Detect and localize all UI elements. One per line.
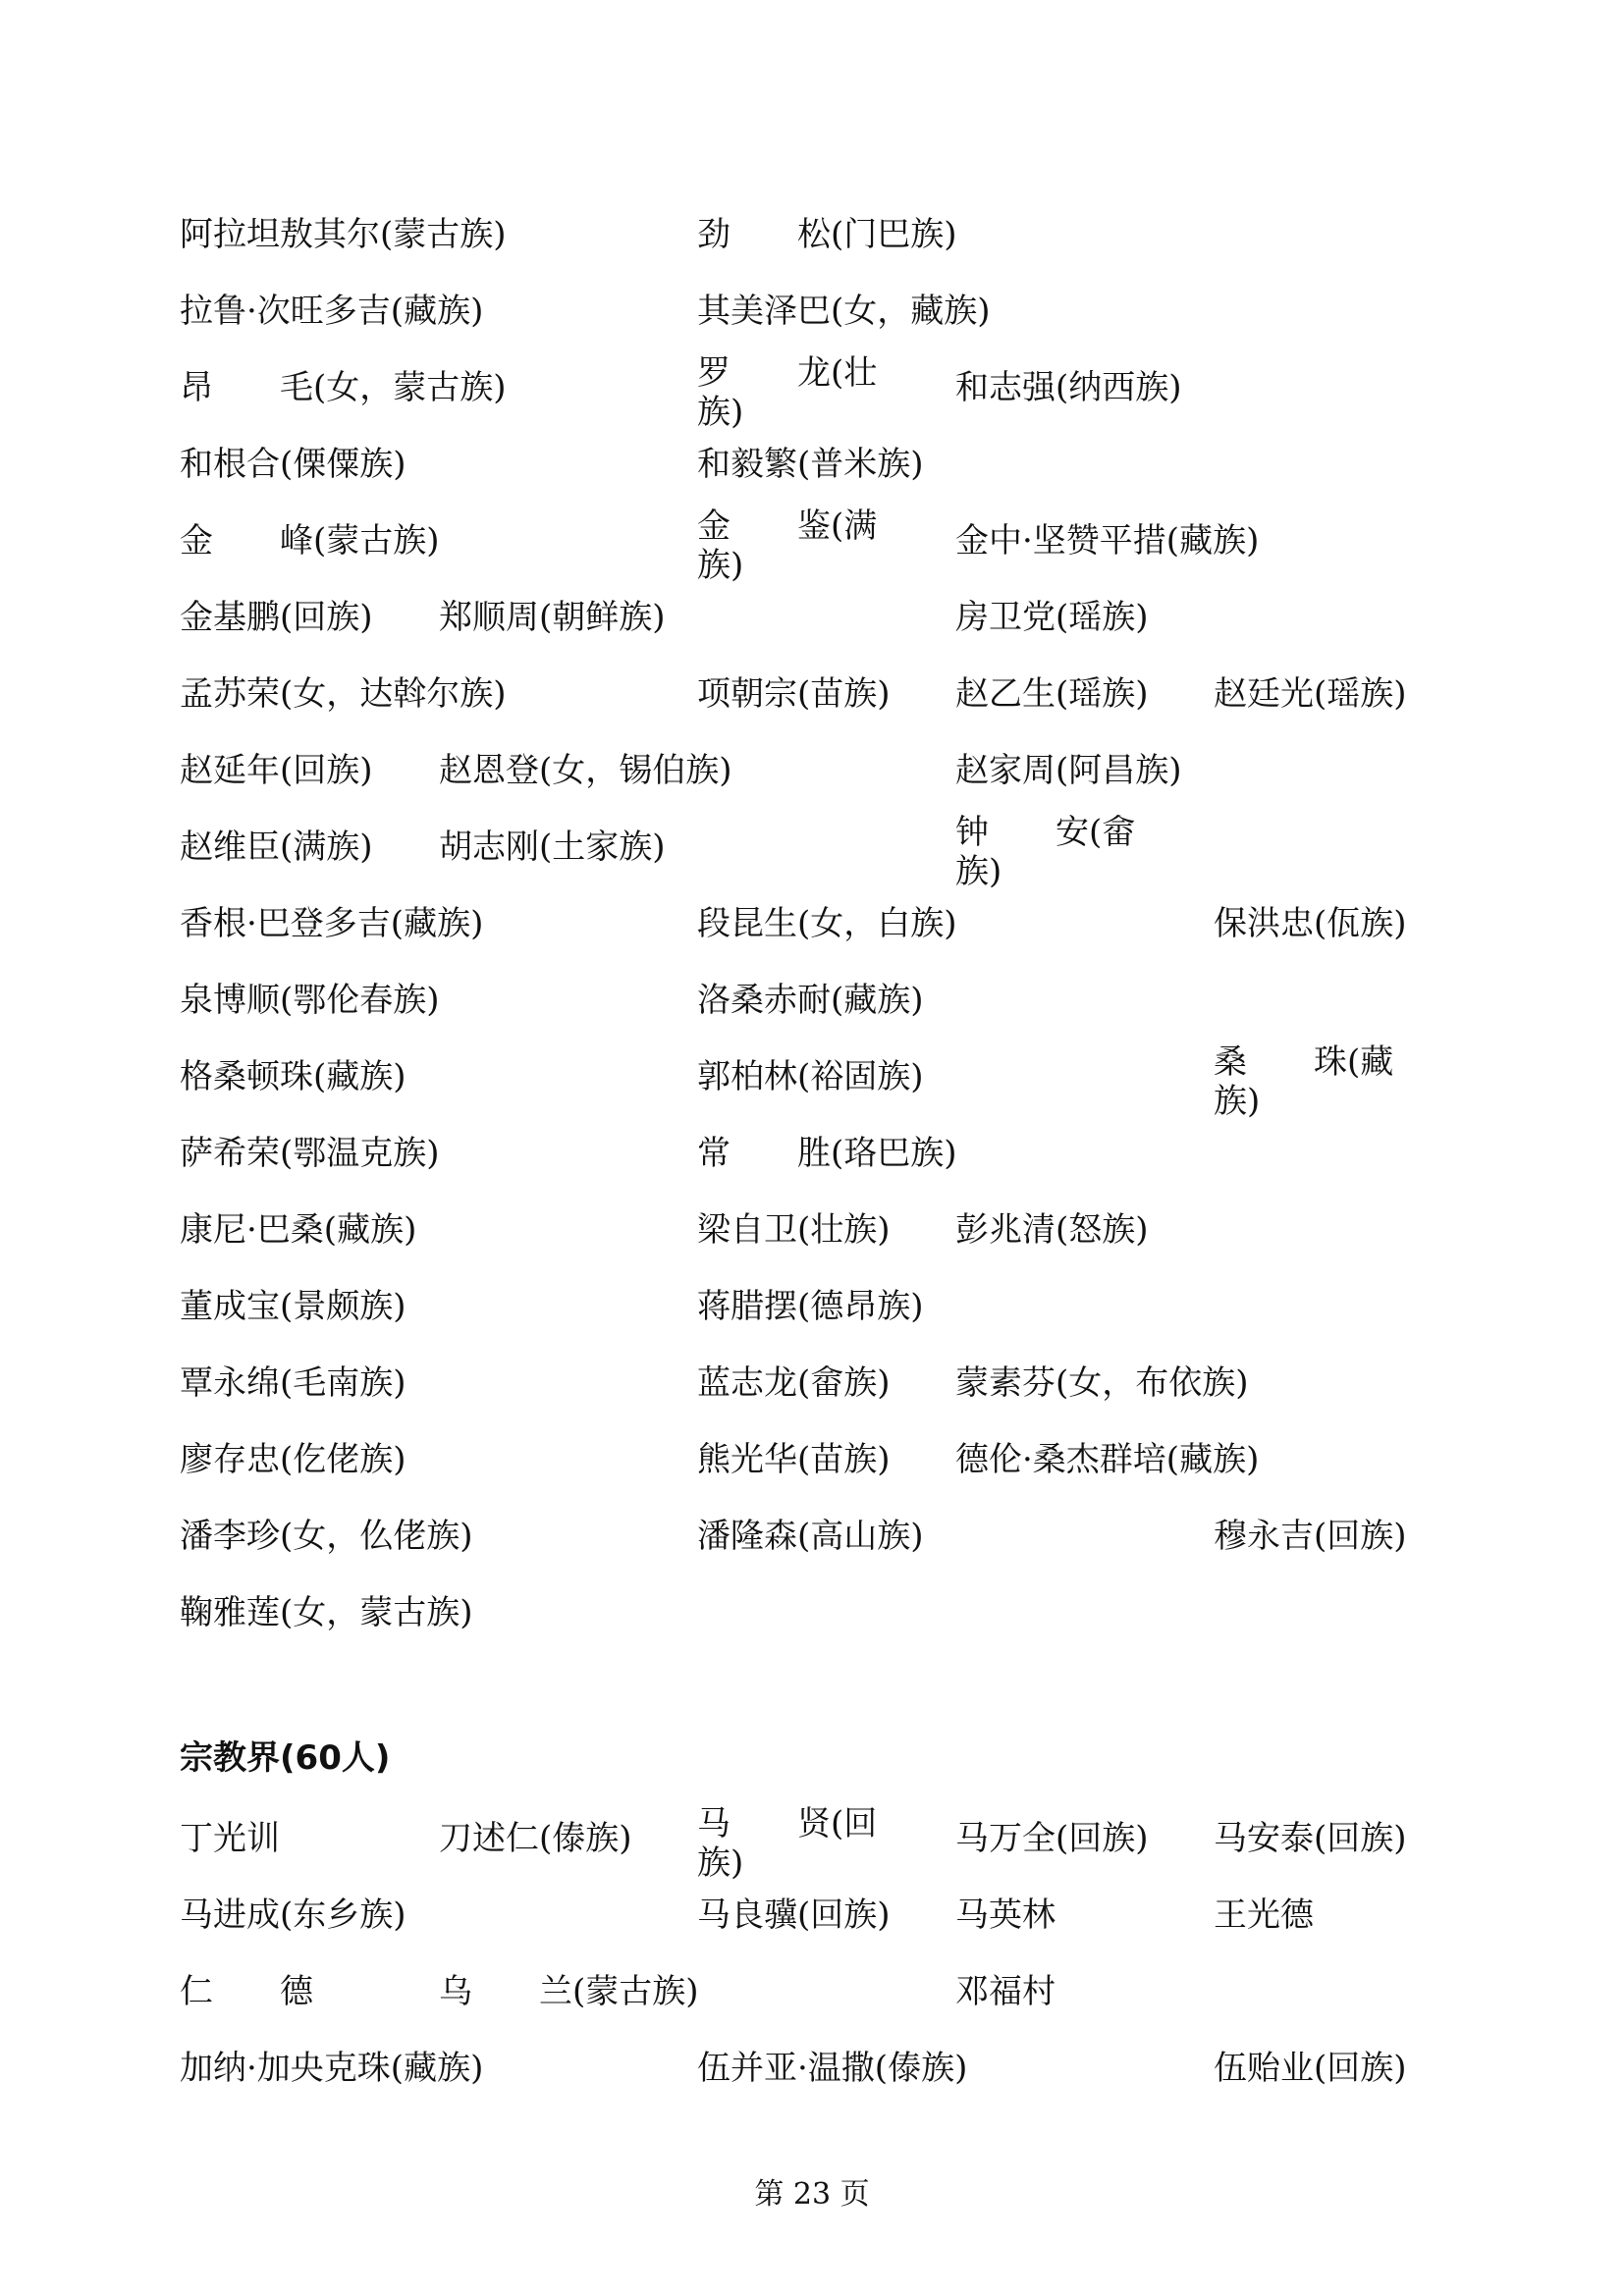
list-item: 伍并亚·温撒(傣族) xyxy=(697,2049,968,2088)
list-item: 王光德 xyxy=(1214,1896,1314,1935)
list-item: 蒙素芬(女，布依族) xyxy=(955,1363,1249,1403)
list-item: 房卫党(瑶族) xyxy=(955,598,1149,637)
list-item: 马安泰(回族) xyxy=(1214,1819,1407,1858)
list-item: 和根合(傈僳族) xyxy=(180,445,406,484)
list-item: 蒋腊摆(德昂族) xyxy=(697,1287,924,1326)
list-item: 乌 兰(蒙古族) xyxy=(439,1972,699,2011)
list-item: 熊光华(苗族) xyxy=(697,1440,891,1479)
list-item: 马进成(东乡族) xyxy=(180,1896,406,1935)
list-item: 潘隆森(高山族) xyxy=(697,1517,924,1556)
list-item: 桑 珠(藏族) xyxy=(1214,1042,1394,1121)
list-item: 赵恩登(女，锡伯族) xyxy=(439,751,732,790)
list-item: 金 鉴(满族) xyxy=(697,507,878,585)
list-item: 胡志刚(土家族) xyxy=(439,828,666,867)
list-item: 洛桑赤耐(藏族) xyxy=(697,981,924,1020)
list-item: 萨希荣(鄂温克族) xyxy=(180,1134,440,1173)
list-item: 覃永绵(毛南族) xyxy=(180,1363,406,1403)
list-item: 和毅繁(普米族) xyxy=(697,445,924,484)
list-item: 加纳·加央克珠(藏族) xyxy=(180,2049,484,2088)
list-item: 董成宝(景颇族) xyxy=(180,1287,406,1326)
list-item: 刀述仁(傣族) xyxy=(439,1819,632,1858)
list-item: 赵家周(阿昌族) xyxy=(955,751,1182,790)
list-item: 仁 德 xyxy=(180,1972,313,2011)
list-item: 项朝宗(苗族) xyxy=(697,674,891,714)
list-item: 赵廷光(瑶族) xyxy=(1214,674,1407,714)
list-item: 其美泽巴(女，藏族) xyxy=(697,292,991,331)
list-item: 梁自卫(壮族) xyxy=(697,1210,891,1250)
list-item: 和志强(纳西族) xyxy=(955,368,1182,407)
list-item: 常 胜(珞巴族) xyxy=(697,1134,957,1173)
list-item: 格桑顿珠(藏族) xyxy=(180,1057,406,1096)
list-item: 马英林 xyxy=(955,1896,1056,1935)
list-item: 孟苏荣(女，达斡尔族) xyxy=(180,674,507,714)
list-item: 穆永吉(回族) xyxy=(1214,1517,1407,1556)
page-number: 第 23 页 xyxy=(754,2177,870,2212)
list-item: 马良骥(回族) xyxy=(697,1896,891,1935)
section-heading-religion: 宗教界(60人) xyxy=(180,1738,391,1778)
list-item: 潘李珍(女，仫佬族) xyxy=(180,1517,473,1556)
list-item: 赵乙生(瑶族) xyxy=(955,674,1149,714)
list-item: 郑顺周(朝鲜族) xyxy=(439,598,666,637)
list-item: 段昆生(女，白族) xyxy=(697,904,957,943)
list-item: 泉博顺(鄂伦春族) xyxy=(180,981,440,1020)
list-item: 赵延年(回族) xyxy=(180,751,373,790)
list-item: 阿拉坦敖其尔(蒙古族) xyxy=(180,215,507,254)
list-item: 钟 安(畲族) xyxy=(955,813,1136,891)
list-item: 鞠雅莲(女，蒙古族) xyxy=(180,1593,473,1632)
list-item: 马 贤(回族) xyxy=(697,1804,878,1883)
list-item: 德伦·桑杰群培(藏族) xyxy=(955,1440,1260,1479)
list-item: 康尼·巴桑(藏族) xyxy=(180,1210,417,1250)
list-item: 廖存忠(仡佬族) xyxy=(180,1440,406,1479)
list-item: 丁光训 xyxy=(180,1819,280,1858)
list-item: 郭柏林(裕固族) xyxy=(697,1057,924,1096)
list-item: 劲 松(门巴族) xyxy=(697,215,957,254)
list-item: 保洪忠(佤族) xyxy=(1214,904,1407,943)
list-item: 拉鲁·次旺多吉(藏族) xyxy=(180,292,484,331)
list-item: 金基鹏(回族) xyxy=(180,598,373,637)
list-item: 昂 毛(女，蒙古族) xyxy=(180,368,507,407)
list-item: 邓福村 xyxy=(955,1972,1056,2011)
list-item: 赵维臣(满族) xyxy=(180,828,373,867)
list-item: 罗 龙(壮族) xyxy=(697,353,878,432)
list-item: 马万全(回族) xyxy=(955,1819,1149,1858)
list-item: 香根·巴登多吉(藏族) xyxy=(180,904,484,943)
list-item: 蓝志龙(畲族) xyxy=(697,1363,891,1403)
list-item: 彭兆清(怒族) xyxy=(955,1210,1149,1250)
list-item: 伍贻业(回族) xyxy=(1214,2049,1407,2088)
list-item: 金中·坚赞平措(藏族) xyxy=(955,521,1260,561)
list-item: 金 峰(蒙古族) xyxy=(180,521,440,561)
